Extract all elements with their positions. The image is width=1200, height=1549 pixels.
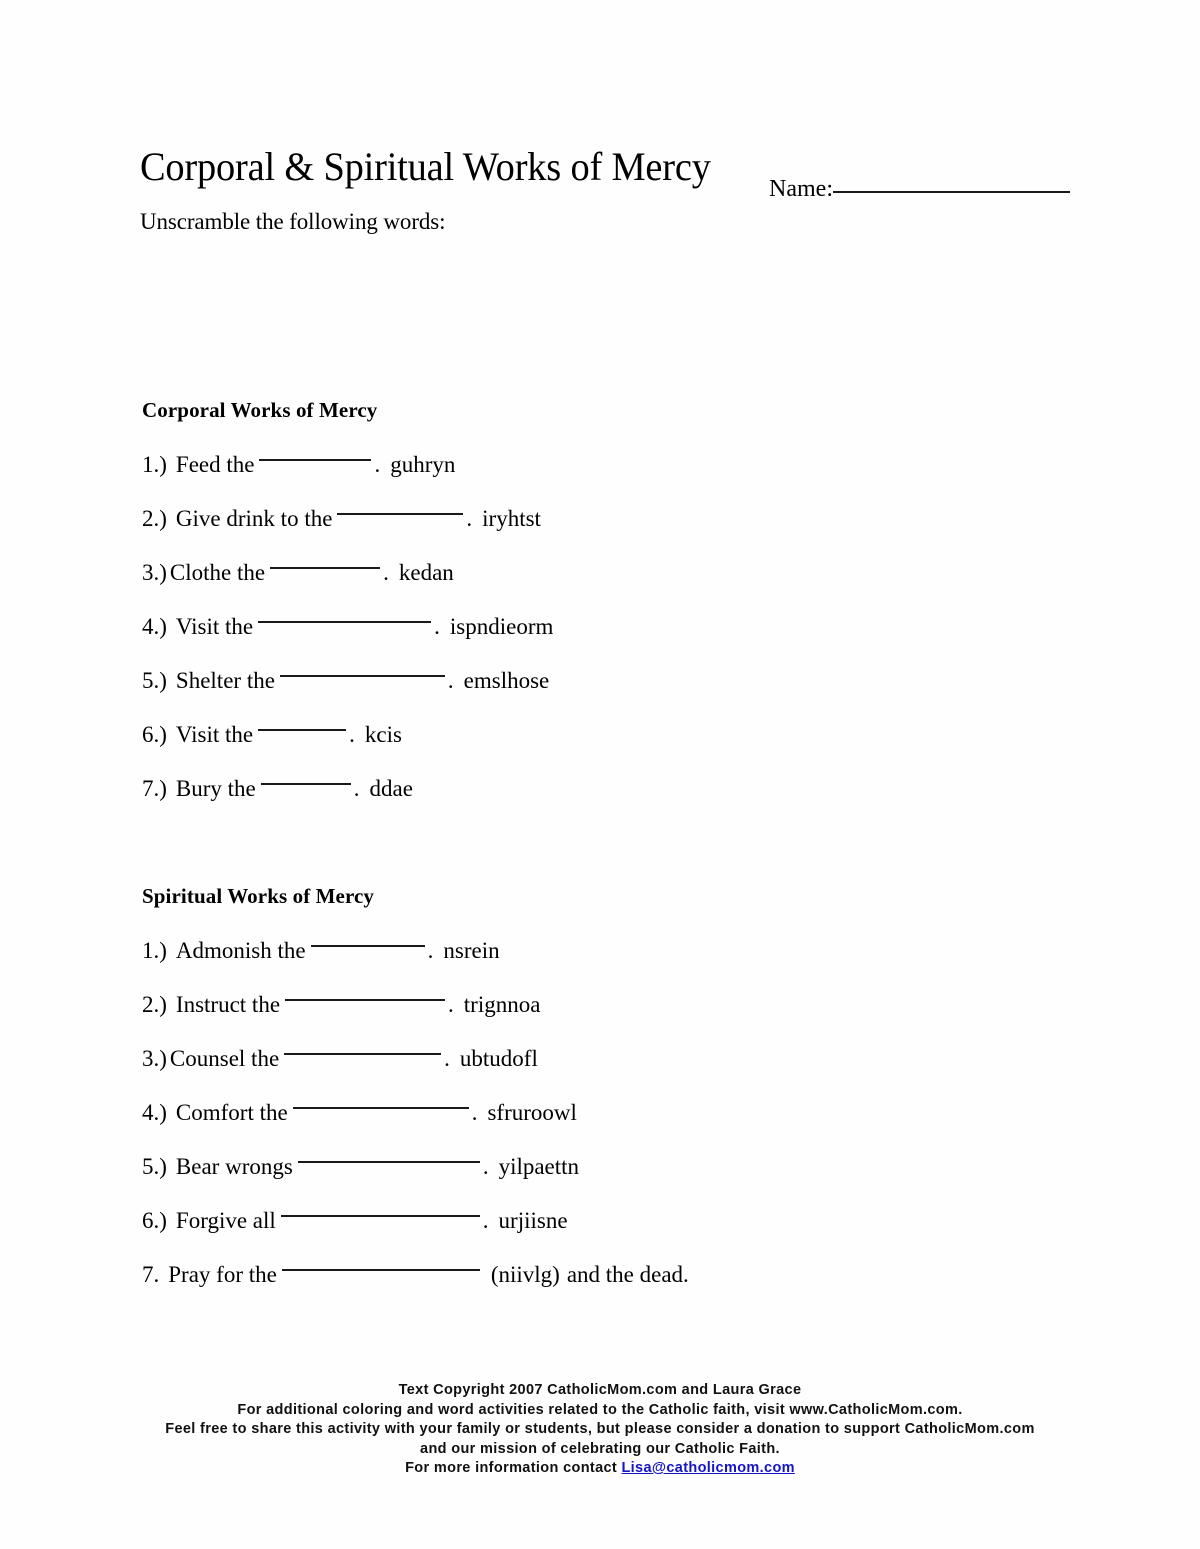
worksheet-item <box>142 1193 1042 1247</box>
item-period: . <box>383 559 389 585</box>
footer-line: Feel free to share this activity with your family or students, but please consider a donation to support CatholicMom.com <box>165 1421 1035 1437</box>
item-period: . <box>447 667 454 693</box>
worksheet-item <box>142 1085 1042 1139</box>
item-prompt-text: Pray for the <box>168 1261 277 1287</box>
instructions-text: Unscramble the following words: <box>140 209 446 234</box>
section-corporal <box>142 398 1042 815</box>
footer-line: and our mission of celebrating our Catholic Faith. <box>420 1440 780 1457</box>
item-prompt-text: Instruct the <box>175 991 281 1017</box>
answer-blank[interactable] <box>311 945 425 947</box>
item-prompt-text: Clothe the <box>169 559 266 585</box>
answer-blank[interactable] <box>270 567 380 569</box>
item-period: . <box>434 613 440 639</box>
page-title: Corporal & Spiritual Works of Mercy <box>140 144 711 189</box>
answer-blank[interactable] <box>259 459 371 461</box>
item-prompt-text: Counsel the <box>169 1045 280 1071</box>
item-prompt-text: Visit the <box>175 613 254 639</box>
answer-blank[interactable] <box>293 1107 469 1109</box>
item-prompt-text: Give drink to the <box>175 505 333 531</box>
page-header <box>140 140 1070 235</box>
section-spiritual <box>142 884 1042 1301</box>
item-number: 3.) <box>142 1045 167 1071</box>
item-number: 2.) <box>142 505 167 531</box>
contact-email-link[interactable]: Lisa@catholicmom.com <box>621 1460 795 1476</box>
scrambled-word: (niivlg) <box>490 1261 560 1287</box>
worksheet-item <box>142 1139 1042 1193</box>
item-prompt-text: Shelter the <box>175 667 275 693</box>
answer-blank[interactable] <box>261 783 351 785</box>
answer-blank[interactable] <box>337 513 463 515</box>
item-number: 2.) <box>142 991 167 1017</box>
item-period: . <box>353 775 360 801</box>
footer-contact-line <box>0 1459 1200 1479</box>
item-prompt-text: Bury the <box>175 775 256 801</box>
item-prompt-text: Comfort the <box>175 1099 288 1125</box>
worksheet-item <box>142 761 1042 815</box>
answer-blank[interactable] <box>258 621 431 623</box>
worksheet-item <box>142 653 1042 707</box>
corporal-items-list <box>142 437 1042 815</box>
item-prompt-text: Visit the <box>175 721 254 747</box>
scrambled-word: urjiisne <box>498 1207 568 1233</box>
item-period: . <box>471 1099 478 1125</box>
answer-blank[interactable] <box>280 675 445 677</box>
scrambled-word: trignnoa <box>463 991 541 1017</box>
answer-blank[interactable] <box>258 729 346 731</box>
scrambled-word: iryhtst <box>482 505 541 531</box>
scrambled-word: ddae <box>369 775 413 801</box>
item-period: . <box>482 1207 489 1233</box>
worksheet-item <box>142 491 1042 545</box>
item-period: . <box>349 721 355 747</box>
item-period: . <box>374 451 381 477</box>
worksheet-item <box>142 923 1042 977</box>
section-heading-corporal: Corporal Works of Mercy <box>142 398 378 422</box>
item-period: . <box>482 1153 489 1179</box>
item-number: 1.) <box>142 937 167 963</box>
answer-blank[interactable] <box>285 999 445 1001</box>
item-number: 6.) <box>142 1207 167 1233</box>
name-field[interactable] <box>769 176 1070 203</box>
section-heading-spiritual: Spiritual Works of Mercy <box>142 884 375 908</box>
item-number: 4.) <box>142 613 167 639</box>
worksheet-item <box>142 437 1042 491</box>
scrambled-word: yilpaettn <box>498 1153 580 1179</box>
scrambled-word: sfruroowl <box>487 1099 577 1125</box>
item-prompt-text: Forgive all <box>175 1207 276 1233</box>
worksheet-item <box>142 599 1042 653</box>
item-number: 3.) <box>142 559 167 585</box>
item-trailing-text: and the dead. <box>566 1261 689 1287</box>
item-number: 7. <box>142 1261 160 1287</box>
item-number: 5.) <box>142 667 167 693</box>
item-number: 1.) <box>142 451 167 477</box>
scrambled-word: nsrein <box>443 937 500 963</box>
item-number: 5.) <box>142 1153 167 1179</box>
scrambled-word: guhryn <box>390 451 456 477</box>
worksheet-item <box>142 1247 1042 1301</box>
item-period: . <box>466 505 473 531</box>
item-number: 4.) <box>142 1099 167 1125</box>
item-number: 7.) <box>142 775 167 801</box>
item-period: . <box>448 991 454 1017</box>
title-row <box>140 140 1070 203</box>
worksheet-item <box>142 707 1042 761</box>
footer-line: Text Copyright 2007 CatholicMom.com and Laura Grace <box>398 1382 802 1398</box>
item-period: . <box>444 1045 450 1071</box>
scrambled-word: ubtudofl <box>459 1045 538 1071</box>
answer-blank[interactable] <box>298 1161 480 1163</box>
spiritual-items-list <box>142 923 1042 1301</box>
item-prompt-text: Feed the <box>175 451 255 477</box>
footer-line: For additional coloring and word activities related to the Catholic faith, visit www.CatholicMom.com. <box>237 1401 963 1418</box>
footer-copyright <box>0 1381 1200 1479</box>
answer-blank[interactable] <box>282 1269 480 1271</box>
item-prompt-text: Bear wrongs <box>175 1153 293 1179</box>
worksheet-item <box>142 977 1042 1031</box>
answer-blank[interactable] <box>281 1215 480 1217</box>
answer-blank[interactable] <box>284 1053 441 1055</box>
scrambled-word: kedan <box>398 559 454 585</box>
footer-lines <box>0 1381 1200 1459</box>
scrambled-word: emslhose <box>463 667 550 693</box>
scrambled-word: kcis <box>364 721 402 747</box>
item-period: . <box>427 937 434 963</box>
name-input-rule[interactable] <box>833 191 1070 193</box>
worksheet-item <box>142 545 1042 599</box>
item-number: 6.) <box>142 721 167 747</box>
name-label: Name: <box>769 176 833 202</box>
scrambled-word: ispndieorm <box>449 613 554 639</box>
footer-contact-prefix: For more information contact <box>405 1460 622 1476</box>
worksheet-item <box>142 1031 1042 1085</box>
item-prompt-text: Admonish the <box>175 937 306 963</box>
